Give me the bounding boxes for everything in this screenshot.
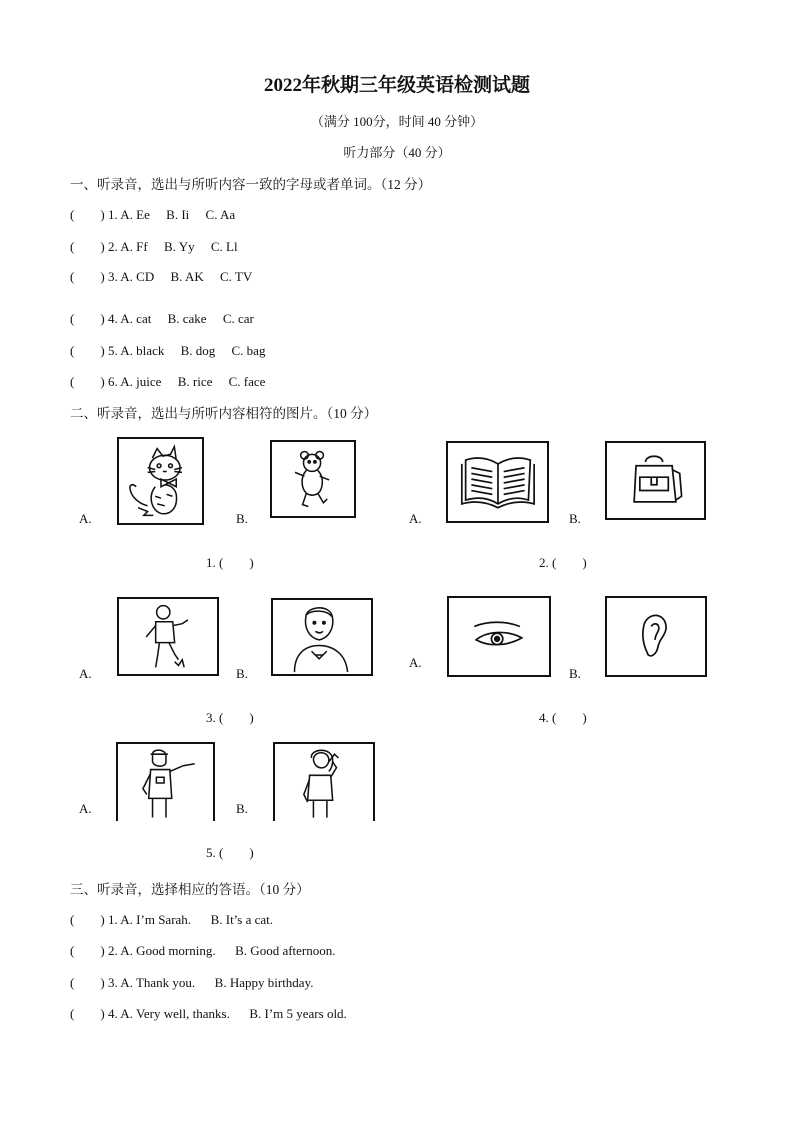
option-label-b: B. xyxy=(236,666,248,681)
ear-picture xyxy=(605,596,707,677)
s3-question-4: ( ) 4. A. Very well, thanks. B. I’m 5 years old. xyxy=(70,1006,347,1021)
answer-4: 4. ( ) xyxy=(539,710,587,725)
part-title: 听力部分（40 分） xyxy=(343,145,451,160)
option-label-a: A. xyxy=(409,655,422,670)
s1-question-2: ( ) 2. A. Ff B. Yy C. Ll xyxy=(70,239,238,254)
ear-icon xyxy=(607,598,705,675)
option-label-b: B. xyxy=(236,511,248,526)
boy-portrait-icon xyxy=(273,600,371,674)
answer-2: 2. ( ) xyxy=(539,555,587,570)
eye-icon xyxy=(449,598,549,675)
teddy-bear-picture xyxy=(270,440,356,518)
answer-5: 5. ( ) xyxy=(206,845,254,860)
boy-kicking-picture xyxy=(117,597,219,676)
answer-3: 3. ( ) xyxy=(206,710,254,725)
score-note: （满分 100分，时间 40 分钟） xyxy=(310,114,484,129)
s1-question-6: ( ) 6. A. juice B. rice C. face xyxy=(70,374,266,389)
section3-heading: 三、听录音，选择相应的答语。（10 分） xyxy=(70,882,310,897)
s1-question-5: ( ) 5. A. black B. dog C. bag xyxy=(70,343,266,358)
option-label-b: B. xyxy=(569,511,581,526)
option-label-b: B. xyxy=(236,801,248,816)
s3-question-1: ( ) 1. A. I’m Sarah. B. It’s a cat. xyxy=(70,912,274,927)
woman-waving-picture xyxy=(273,742,375,821)
option-label-a: A. xyxy=(79,511,92,526)
eye-picture xyxy=(447,596,551,677)
teddy-bear-icon xyxy=(272,442,354,516)
s1-question-1: ( ) 1. A. Ee B. Ii C. Aa xyxy=(70,207,236,222)
s3-question-2: ( ) 2. A. Good morning. B. Good afternoon. xyxy=(70,943,336,958)
section1-heading: 一、听录音，选出与所听内容一致的字母或者单词。（12 分） xyxy=(70,177,432,192)
s1-question-3: ( ) 3. A. CD B. AK C. TV xyxy=(70,269,253,284)
section2-heading: 二、听录音，选出与所听内容相符的图片。（10 分） xyxy=(70,406,378,421)
backpack-picture xyxy=(605,441,706,520)
woman-waving-icon xyxy=(275,744,373,821)
option-label-a: A. xyxy=(79,801,92,816)
boy-kicking-icon xyxy=(119,599,217,674)
option-label-a: A. xyxy=(79,666,92,681)
man-pointing-icon xyxy=(118,744,213,821)
book-icon xyxy=(448,443,547,521)
man-pointing-picture xyxy=(116,742,215,821)
option-label-a: A. xyxy=(409,511,422,526)
backpack-icon xyxy=(607,443,704,518)
s1-question-4: ( ) 4. A. cat B. cake C. car xyxy=(70,311,254,326)
option-label-b: B. xyxy=(569,666,581,681)
cat-icon xyxy=(119,439,202,523)
answer-1: 1. ( ) xyxy=(206,555,254,570)
book-picture xyxy=(446,441,549,523)
cat-picture xyxy=(117,437,204,525)
page-title: 2022年秋期三年级英语检测试题 xyxy=(263,75,530,96)
s3-question-3: ( ) 3. A. Thank you. B. Happy birthday. xyxy=(70,975,314,990)
boy-portrait-picture xyxy=(271,598,373,676)
